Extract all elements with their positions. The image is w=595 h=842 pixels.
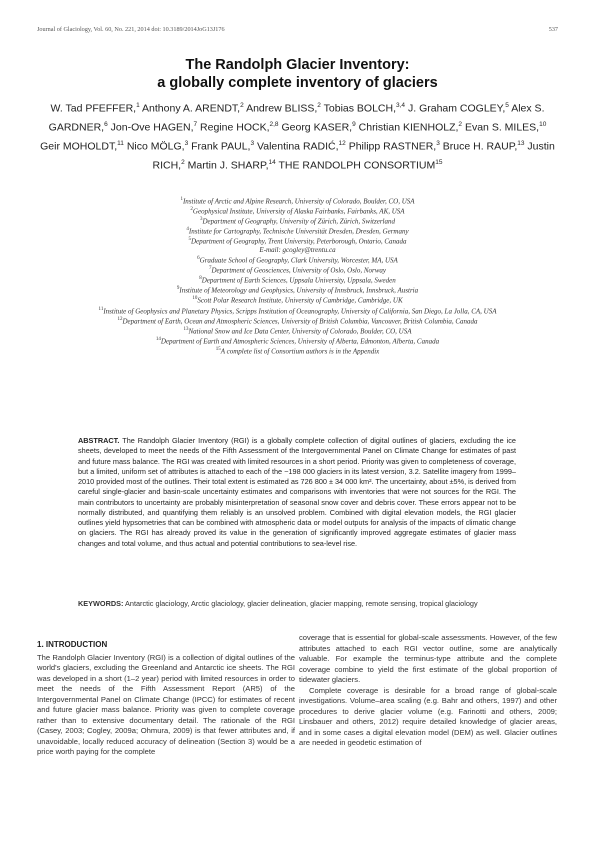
author-name: Georg KASER, [281,121,353,134]
abstract-label: ABSTRACT. [78,436,120,445]
affiliation-line [30,326,565,336]
author-name: Frank PAUL, [191,140,251,153]
body-column-right [299,633,557,749]
author-name: Evan S. MILES, [464,121,540,134]
affiliation-mark: 15 [215,346,221,352]
author-name: Andrew BLISS, [246,102,318,115]
author-affiliation-mark: 13 [517,139,525,147]
author-name: W. Tad PFEFFER, [50,102,137,115]
affiliation-text: Institute of Geophysics and Planetary Physics, Scripps Institution of Oceanography, University of California, San Diego, La Jolla, CA, USA [103,306,497,315]
paper-title [0,56,595,92]
author-affiliation-mark: 15 [435,158,443,166]
affiliation-line [30,246,565,255]
author-affiliation-mark: 3,4 [396,102,406,109]
section-title: 1. INTRODUCTION [37,640,108,649]
body-column-left [37,640,295,758]
author-name: Geir MOHOLDT, [40,140,118,153]
author-name: Justin RICH, [152,140,555,172]
affiliation-line [30,196,565,206]
affiliation-line [30,216,565,226]
affiliation-mark: 5 [188,237,191,243]
author-name: J. Graham COGLEY, [407,102,506,115]
author-affiliation-mark: 2 [181,158,185,166]
paragraph: Complete coverage is desirable for a broad range of global-scale investigations. Volume–area scaling (e.g. Bahr and others, 1997) and other procedures to derive glacier volume (e.g. Farinotti and others, 2009; Linsbauer and others, 2012) require detailed knowledge of glacier areas, and in some cases a digital elevation model (DEM) as well. Glacier outlines are needed in geodetic estimation of [299,685,557,748]
author-name: Bruce H. RAUP, [442,140,518,153]
author-list [40,98,555,174]
author-affiliation-mark: 14 [268,158,276,166]
affiliation-text: Institute for Cartography, Technische Universität Dresden, Dresden, Germany [188,227,409,236]
author-affiliation-mark: 12 [338,139,346,147]
author-affiliation-mark: 11 [117,139,124,147]
affiliation-text: Geophysical Institute, University of Alaska Fairbanks, Fairbanks, AK, USA [192,207,405,216]
affiliation-text: Institute of Meteorology and Geophysics, University of Innsbruck, Innsbruck, Austria [179,286,419,295]
affiliation-text: National Snow and Ice Data Center, University of Colorado, Boulder, CO, USA [188,327,412,336]
paragraph: coverage that is essential for global-scale assessments. However, of the few attributes attached to each RGI vector outline, some are analytically valuable. For example the terminus-type attribute and the complete coverage combine to yield the first estimate of the global proportion of tidewater glaciers. [299,633,557,685]
abstract [78,436,516,549]
affiliation-line [30,206,565,216]
affiliation-line [30,306,565,316]
author-affiliation-mark: 3 [184,139,189,147]
affiliation-text: Department of Geography, Trent University, Peterborough, Ontario, Canada [191,237,407,246]
author-affiliation-mark: 5 [505,102,509,109]
affiliation-line [30,236,565,246]
affiliation-line [30,336,565,346]
author-affiliation-mark: 6 [104,120,108,128]
affiliation-mark: 4 [186,227,189,233]
author-affiliation-mark: 1 [136,102,140,109]
affiliation-text: Department of Geography, University of Zürich, Zürich, Switzerland [202,217,395,226]
page-number: 537 [548,26,558,33]
affiliation-text: Department of Earth, Ocean and Atmospheric Sciences, University of British Columbia, Vancouver, British Columbia, Canada [122,316,478,325]
journal-citation: Journal of Glaciology, Vol. 60, No. 221, 2014 doi: 10.3189/2014JoG13J176 [37,26,225,33]
paragraph: The Randolph Glacier Inventory (RGI) is a collection of digital outlines of the world's glaciers, excluding the Greenland and Antarctic ice sheets. The RGI was developed in a short (1–2 year) period with limited resources in order to meet the needs of the Fifth Assessment Report (AR5) of the Intergovernmental Panel on Climate Change (IPCC) for estimates of recent and future glacier mass balance. Priority was given to complete coverage rather than to extensive documentary detail. The rationale of the RGI (Casey, 2003; Cogley, 2009a; Ohmura, 2009) is that fewer attributes and, if unavoidable, locally reduced accuracy of delineation (Section 3) would be a price worth paying for the complete [37,652,295,757]
author-name: THE RANDOLPH CONSORTIUM [278,159,436,172]
author-affiliation-mark: 10 [539,120,547,128]
affiliation-line [30,285,565,295]
affiliation-mark: 10 [192,296,198,302]
affiliation-text: Scott Polar Research Institute, University of Cambridge, Cambridge, UK [197,296,403,305]
author-affiliation-mark: 2,8 [269,120,279,128]
affiliation-text: Graduate School of Geography, Clark University, Worcester, MA, USA [199,256,398,265]
affiliation-line [30,295,565,305]
affiliation-mark: 7 [208,266,212,272]
affiliation-text: Department of Earth Sciences, Uppsala University, Uppsala, Sweden [201,276,396,285]
affiliation-text: Department of Earth and Atmospheric Sciences, University of Alberta, Edmonton, Alberta, Canada [160,337,440,346]
affiliation-line [30,255,565,265]
author-affiliation-mark: 2 [240,102,244,109]
author-name: Nico MÖLG, [126,140,185,153]
affiliation-mark: 14 [155,336,161,342]
affiliation-text: Department of Geosciences, University of Oslo, Oslo, Norway [211,266,387,275]
author-name: Jon-Ove HAGEN, [110,121,194,134]
affiliation-line [30,316,565,326]
affiliation-line [30,346,565,356]
title-line-1: The Randolph Glacier Inventory: [185,57,410,73]
affiliation-line [30,265,565,275]
affiliation-mark: 8 [199,276,202,282]
author-name: Anthony A. ARENDT, [142,102,241,115]
author-affiliation-mark: 2 [317,102,321,109]
abstract-text: The Randolph Glacier Inventory (RGI) is a globally complete collection of digital outlines of glaciers, excluding the ice sheets, developed to meet the needs of the Fifth Assessment of the Intergovernmental Panel on Climate Change for estimates of past and future mass balance. The RGI was created with limited resources in a short period. Priority was given to completeness of coverage, but a limited, uniform set of attributes is attached to each of the ~198 000 glaciers in its latest version, 3.2. Satellite imagery from 1999–2010 provided most of the outlines. Their total extent is estimated as 726 800 ± 34 000 km². The uncertainty, about ±5%, is derived from careful single-glacier and basin-scale uncertainty estimates and comparisons with inventories that were not sources for the RGI. The main contributors to uncertainty are probably misinterpretation of seasonal snow cover and debris cover. These errors appear not to be normally distributed, and quantifying them reliably is an unsolved problem. Combined with digital elevation models, the RGI glacier outlines yield hypsometries that can be combined with atmospheric data or model outputs for analysis of the impacts of climatic change on glaciers. The RGI has already proved its value in the generation of significantly improved aggregate estimates of glacier mass changes and total volume, and thus actual and potential contributions to sea-level rise. [78,436,516,548]
affiliation-mark: 13 [183,326,189,332]
affiliation-mark: 2 [190,207,193,213]
keywords-text: Antarctic glaciology, Arctic glaciology, glacier delineation, glacier mapping, remote sensing, tropical glaciology [125,599,478,608]
affiliation-mark: 3 [200,217,203,223]
affiliation-line [30,226,565,236]
author-name: Tobias BOLCH, [323,102,397,115]
author-affiliation-mark: 3 [436,139,440,147]
affiliation-mark: 11 [98,306,104,312]
affiliation-line [30,275,565,285]
author-name: Regine HOCK, [200,121,270,134]
author-name: Philipp RASTNER, [348,140,437,153]
affiliation-text: Institute of Arctic and Alpine Research, University of Colorado, Boulder, CO, USA [182,197,415,206]
author-name: Christian KIENHOLZ, [358,121,459,134]
keywords-label: KEYWORDS: [78,599,124,608]
affiliation-mark: 12 [117,316,123,322]
author-affiliation-mark: 9 [352,120,356,128]
affiliation-text: E-mail: gcogley@trentu.ca [259,246,336,255]
author-affiliation-mark: 2 [458,120,463,128]
author-affiliation-mark: 7 [193,120,198,128]
author-name: Martin J. SHARP, [187,159,269,172]
affiliation-text: A complete list of Consortium authors is in the Appendix [220,347,380,356]
running-header [37,26,558,33]
affiliation-list [30,196,565,356]
author-name: Valentina RADIĆ, [257,140,339,153]
title-line-2: a globally complete inventory of glaciers [157,75,438,91]
affiliation-mark: 6 [197,256,200,262]
affiliation-mark: 1 [180,197,183,202]
author-name: Alex S. GARDNER, [48,102,545,134]
author-affiliation-mark: 3 [250,139,255,147]
affiliation-mark: 9 [176,286,180,292]
keywords [78,599,516,609]
